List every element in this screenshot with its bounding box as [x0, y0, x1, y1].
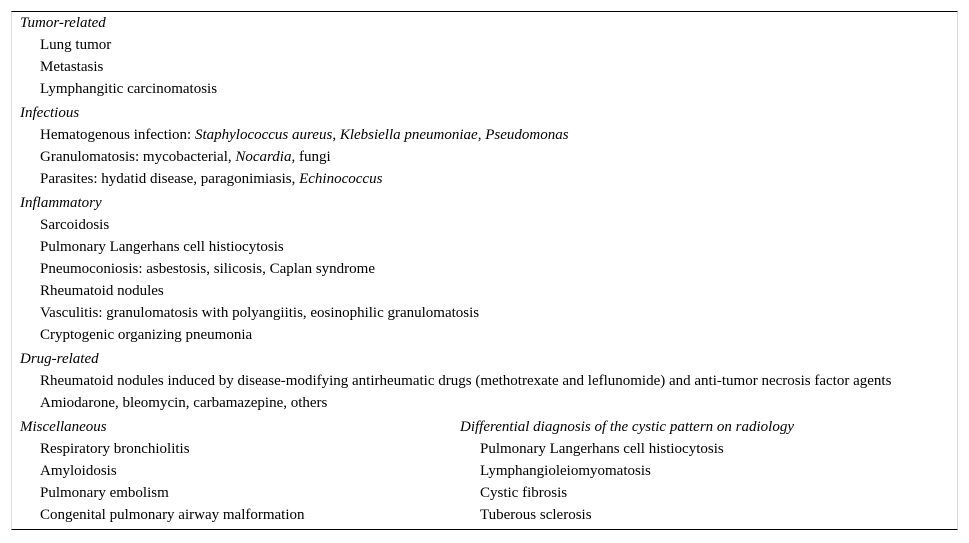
section-heading-inflammatory: Inflammatory [20, 195, 102, 211]
section-heading-infectious: Infectious [20, 105, 80, 121]
list-item: Lymphangitic carcinomatosis [40, 81, 218, 97]
organism-name: Nocardia [235, 149, 292, 165]
section-heading-tumor: Tumor-related [20, 15, 106, 31]
list-item-hematogenous [40, 124, 569, 146]
list-item: Sarcoidosis [40, 217, 110, 233]
item-text: Hematogenous infection: [40, 127, 195, 143]
list-item: Cryptogenic organizing pneumonia [40, 327, 253, 343]
list-item: Rheumatoid nodules induced by disease-modifying antirheumatic drugs (methotrexate and leflunomide) and anti-tumor necrosis factor agents [40, 373, 892, 389]
organism-name: Klebsiella pneumoniae [339, 127, 478, 143]
list-item: Pulmonary embolism [40, 485, 169, 501]
list-item: Respiratory bronchiolitis [40, 441, 190, 457]
list-item: Lung tumor [40, 37, 112, 53]
list-item: Amiodarone, bleomycin, carbamazepine, others [40, 395, 328, 411]
section-heading-drug: Drug-related [20, 351, 99, 367]
item-text: , fungi [291, 149, 331, 165]
list-item: Vasculitis: granulomatosis with polyangiitis, eosinophilic granulomatosis [40, 305, 480, 321]
list-item: Amyloidosis [40, 463, 117, 479]
organism-name: Echinococcus [299, 171, 383, 187]
list-item: Congenital pulmonary airway malformation [40, 507, 305, 523]
list-item: Pulmonary Langerhans cell histiocytosis [480, 441, 724, 457]
list-item: Lymphangioleiomyomatosis [480, 463, 651, 479]
list-item: Cystic fibrosis [480, 485, 568, 501]
list-item: Metastasis [40, 59, 104, 75]
organism-name: Staphylococcus aureus [194, 127, 333, 143]
list-item: Pulmonary Langerhans cell histiocytosis [40, 239, 284, 255]
section-heading-miscellaneous: Miscellaneous [20, 419, 107, 435]
organism-name: Pseudomonas [485, 127, 569, 143]
list-item-parasites [40, 168, 382, 190]
separator: , [477, 127, 486, 143]
list-item-granulomatosis [40, 146, 331, 168]
item-text: Parasites: hydatid disease, paragonimiasis, [40, 171, 300, 187]
section-heading-cystic-pattern: Differential diagnosis of the cystic pattern on radiology [460, 419, 794, 435]
list-item: Rheumatoid nodules [40, 283, 164, 299]
item-text: Granulomatosis: mycobacterial, [40, 149, 236, 165]
list-item: Pneumoconiosis: asbestosis, silicosis, Caplan syndrome [40, 261, 375, 277]
separator: , [332, 127, 340, 143]
list-item: Tuberous sclerosis [480, 507, 592, 523]
